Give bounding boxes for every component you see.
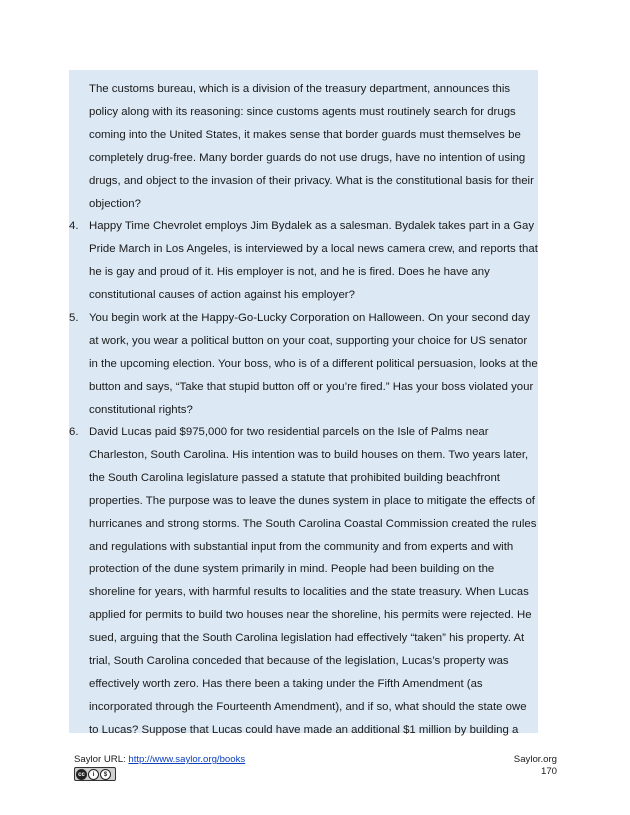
list-number: 6. (69, 426, 79, 438)
footer-page-info (514, 754, 557, 778)
creative-commons-by-icon (74, 767, 116, 781)
attribution-icon: i (88, 769, 99, 780)
list-item (69, 421, 538, 742)
site-name: Saylor.org (513, 754, 557, 765)
source-label: Saylor URL: (74, 754, 126, 765)
list-number: 5. (69, 312, 79, 324)
list-item-text: David Lucas paid $975,000 for two residential parcels on the Isle of Palms near Charleston, South Carolina. His intention was to build houses on them. Two years later, the South Carolina legislature passed a statute that prohibited building beachfront properties. The purpose was to leave the dunes system in place to mitigate the effects of hurricanes and strong storms. The South Carolina Coastal Commission created the rules and regulations with substantial input from the community and from experts and with protection of the dune system primarily in mind. People had been building on the shoreline for years, with harmful results to localities and the state treasury. When Lucas applied for permits to build two houses near the shoreline, his permits were rejected. He sued, arguing that the South Carolina legislation had effectively “taken” his property. At trial, South Carolina conceded that because of the legislation, Lucas’s property was effectively worth zero. Has there been a taking under the Fifth Amendment (as incorporated through the Fourteenth Amendment), and if so, what should the state owe to Lucas? Suppose that Lucas could have made an additional $1 million by building a (89, 426, 537, 736)
cc-logo-icon: cc (76, 769, 87, 780)
list-item-text: Happy Time Chevrolet employs Jim Bydalek as a salesman. Bydalek takes part in a Gay Pride March in Los Angeles, is interviewed by a local news camera crew, and reports that he is gay and proud of it. His employer is not, and he is fired. Does he have any constitutional causes of action against his employer? (89, 220, 538, 301)
source-link[interactable]: http://www.saylor.org/books (128, 754, 246, 765)
list-item (69, 215, 538, 307)
list-item (69, 307, 538, 422)
list-item-text: You begin work at the Happy-Go-Lucky Corporation on Halloween. On your second day at work, you wear a political button on your coat, supporting your choice for US senator in the upcoming election. Your boss, who is of a different political persuasion, looks at the button and says, “Take that stupid button off or you’re fired.” Has your boss violated your constitutional rights? (89, 312, 538, 416)
page-number: 170 (540, 766, 557, 777)
list-number: 4. (69, 220, 79, 232)
nc-icon: $ (100, 769, 111, 780)
exercise-intro-text: The customs bureau, which is a division of the treasury department, announces this policy along with its reasoning: since customs agents must routinely search for drugs coming into the United States, it makes sense that border guards must themselves be completely drug-free. Many border guards do not use drugs, have no intention of using drugs, and object to the invasion of their privacy. What is the constitutional basis for their objection? (89, 83, 534, 210)
footer-source (74, 754, 245, 765)
